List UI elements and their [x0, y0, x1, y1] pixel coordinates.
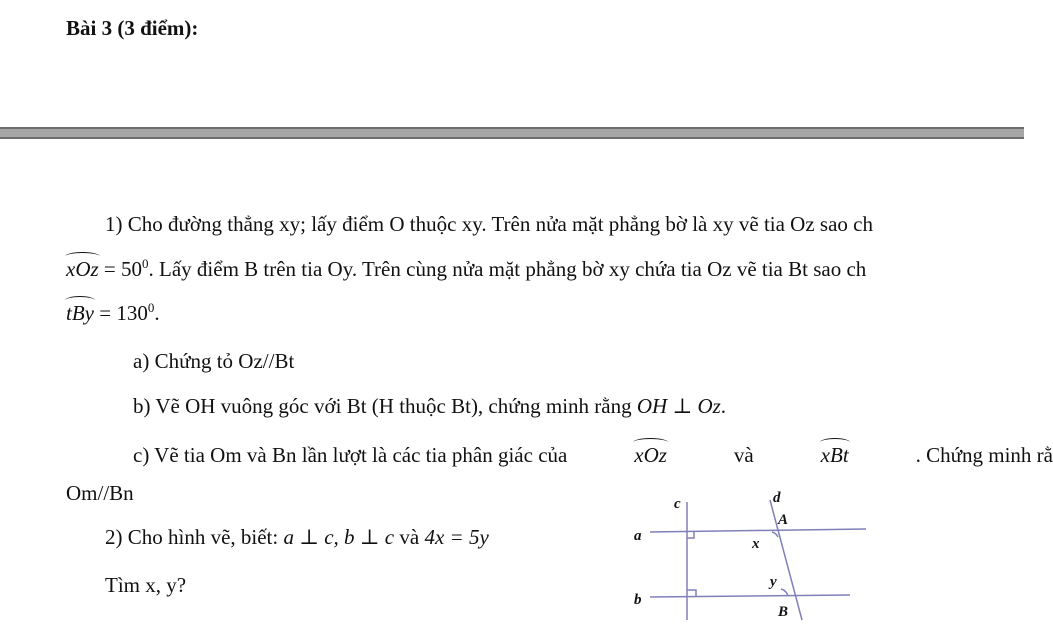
part-b-math: OH ⊥ Oz	[636, 394, 721, 418]
figure-labels	[634, 490, 788, 620]
degree-mark-2: 0	[147, 300, 155, 315]
problem-1-line-3	[66, 300, 160, 326]
exercise-heading: Bài 3 (3 điểm):	[66, 16, 199, 40]
angle-xbt: xBt	[820, 443, 849, 467]
label-a: a	[634, 528, 642, 544]
line-3-period: .	[154, 301, 160, 325]
label-b: b	[634, 592, 642, 608]
line-a	[650, 529, 866, 532]
problem-1-part-c-line-2: Om//Bn	[66, 481, 134, 505]
label-d: d	[773, 490, 781, 506]
problem-1-part-b	[133, 394, 726, 419]
angle-xoz: xOz	[66, 257, 99, 281]
problem-2-line-2: Tìm x, y?	[105, 573, 187, 597]
problem-2-text: 2) Cho hình vẽ, biết:	[105, 525, 284, 549]
problem-1-line-1: 1) Cho đường thẳng xy; lấy điểm O thuộc xy. Trên nửa mặt phẳng bờ là xy vẽ tia Oz sao ch	[105, 212, 873, 236]
line-b	[650, 595, 850, 597]
angle-tby: tBy	[66, 301, 94, 325]
part-c-text: c) Vẽ tia Om và Bn lần lượt là các tia phân giác của	[133, 443, 568, 467]
label-c: c	[674, 496, 681, 512]
part-c-and: và	[733, 443, 754, 467]
geometry-figure	[628, 488, 878, 628]
problem-2-equation: 4x = 5y	[424, 525, 489, 549]
figure-lines	[650, 500, 866, 620]
problem-1-part-c	[133, 443, 1053, 468]
problem-2-perp: a ⊥ c, b ⊥ c	[283, 525, 395, 549]
problem-2-line-1	[105, 525, 489, 550]
part-b-text: b) Vẽ OH vuông góc với Bt (H thuộc Bt), chứng minh rằng	[133, 394, 637, 418]
problem-1-part-a: a) Chứng tỏ Oz//Bt	[133, 349, 295, 373]
angle-value-50: = 50	[98, 257, 143, 281]
label-x: x	[752, 536, 760, 552]
label-y: y	[770, 574, 777, 590]
angle-arc-x	[772, 532, 778, 537]
part-b-end: .	[720, 394, 727, 418]
part-c-end: . Chứng minh rằ	[915, 443, 1053, 467]
right-angle-mark-a	[687, 532, 694, 538]
section-divider	[0, 127, 1024, 139]
problem-1-line-2	[66, 256, 866, 282]
angle-value-130: = 130	[93, 301, 148, 325]
label-A: A	[778, 512, 789, 528]
degree-mark: 0	[142, 256, 149, 271]
problem-2-and: và	[394, 525, 425, 549]
angle-xoz-2: xOz	[634, 443, 667, 467]
problem-1-line-2-rest: . Lấy điểm B trên tia Oy. Trên cùng nửa mặt phẳng bờ xy chứa tia Oz vẽ tia Bt sao ch	[148, 257, 867, 281]
label-B: B	[778, 604, 789, 620]
